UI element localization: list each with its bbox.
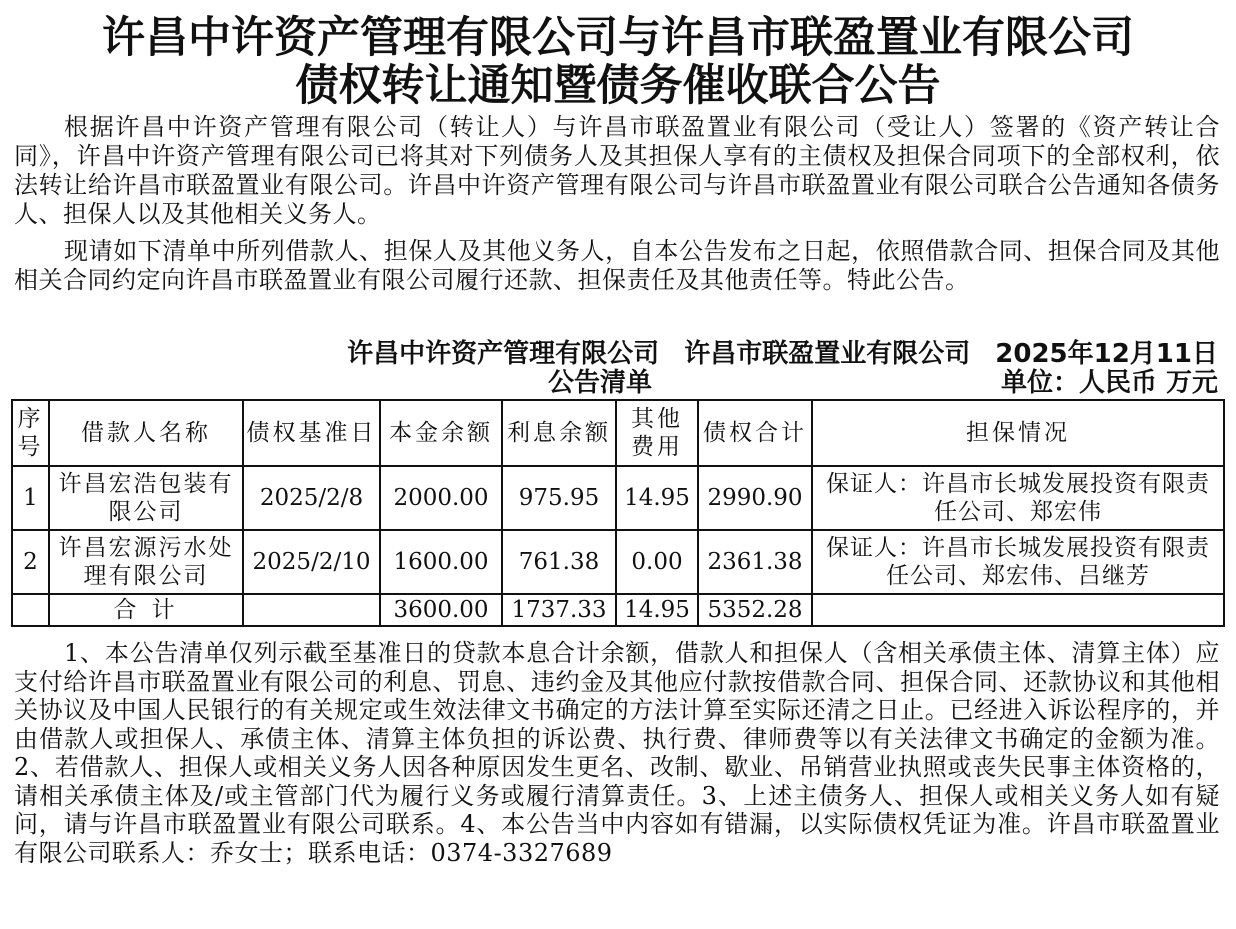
row-principal: 2000.00 xyxy=(380,466,502,530)
row-base-date: 2025/2/10 xyxy=(243,530,380,594)
row-base-date: 2025/2/8 xyxy=(243,466,380,530)
header-total: 债权合计 xyxy=(698,400,812,466)
table-row xyxy=(12,530,1224,594)
row-seq: 1 xyxy=(12,466,49,530)
total-guarantee-empty xyxy=(812,594,1224,626)
row-interest: 761.38 xyxy=(502,530,616,594)
body-paragraph-1: 根据许昌中许资产管理有限公司（转让人）与许昌市联盈置业有限公司（受让人）签署的《资产转让合同》，许昌中许资产管理有限公司已将其对下列债务人及其担保人享有的主债权及担保合同项下的全部权利，依法转让给许昌市联盈置业有限公司。许昌中许资产管理有限公司与许昌市联盈置业有限公司联合公告通知各债务人、担保人以及其他相关义务人。 xyxy=(14,113,1220,228)
row-other-fees: 0.00 xyxy=(616,530,698,594)
unit-label: 单位：人民币 万元 xyxy=(1000,368,1218,398)
body-paragraph-2: 现请如下清单中所列借款人、担保人及其他义务人，自本公告发布之日起，依照借款合同、担保合同及其他相关合同约定向许昌市联盈置业有限公司履行还款、担保责任及其他责任等。特此公告。 xyxy=(14,237,1220,294)
signature-date: 2025年12月11日 xyxy=(995,339,1218,369)
row-total: 2361.38 xyxy=(698,530,812,594)
total-total: 5352.28 xyxy=(698,594,812,626)
row-borrower: 许昌宏浩包装有限公司 xyxy=(49,466,243,530)
row-guarantee: 保证人：许昌市长城发展投资有限责任公司、郑宏伟 xyxy=(812,466,1224,530)
row-guarantee: 保证人：许昌市长城发展投资有限责任公司、郑宏伟、吕继芳 xyxy=(812,530,1224,594)
row-borrower: 许昌宏源污水处理有限公司 xyxy=(49,530,243,594)
row-seq: 2 xyxy=(12,530,49,594)
total-base-date-empty xyxy=(243,594,380,626)
header-interest: 利息余额 xyxy=(502,400,616,466)
row-principal: 1600.00 xyxy=(380,530,502,594)
title-line-2: 债权转让通知暨债务催收联合公告 xyxy=(295,61,941,111)
debt-table xyxy=(11,399,1225,627)
total-interest: 1737.33 xyxy=(502,594,616,626)
list-title: 公告清单 xyxy=(548,368,653,398)
row-interest: 975.95 xyxy=(502,466,616,530)
header-guarantee: 担保情况 xyxy=(812,400,1224,466)
header-seq: 序号 xyxy=(12,400,49,466)
total-label: 合 计 xyxy=(49,594,243,626)
header-base-date: 债权基准日 xyxy=(243,400,380,466)
table-header-row xyxy=(12,400,1224,466)
signature-company-2: 许昌市联盈置业有限公司 xyxy=(684,339,971,369)
signature-company-1: 许昌中许资产管理有限公司 xyxy=(347,339,660,369)
header-borrower: 借款人名称 xyxy=(49,400,243,466)
total-other-fees: 14.95 xyxy=(616,594,698,626)
notes-paragraph: 1、本公告清单仅列示截至基准日的贷款本息合计余额，借款人和担保人（含相关承债主体、清算主体）应支付给许昌市联盈置业有限公司的利息、罚息、违约金及其他应付款按借款合同、担保合同、还款协议和其他相关协议及中国人民银行的有关规定或生效法律文书确定的方法计算至实际还清之日止。已经进入诉讼程序的，并由借款人或担保人、承债主体、清算主体负担的诉讼费、执行费、律师费等以有关法律文书确定的金额为准。2、若借款人、担保人或相关义务人因各种原因发生更名、改制、歇业、吊销营业执照或丧失民事主体资格的，请相关承债主体及/或主管部门代为履行义务或履行清算责任。3、上述主债务人、担保人或相关义务人如有疑问，请与许昌市联盈置业有限公司联系。4、本公告当中内容如有错漏，以实际债权凭证为准。许昌市联盈置业有限公司联系人：乔女士；联系电话：0374-3327689 xyxy=(14,639,1220,867)
row-other-fees: 14.95 xyxy=(616,466,698,530)
header-other-fees: 其他费用 xyxy=(616,400,698,466)
total-seq-empty xyxy=(12,594,49,626)
row-total: 2990.90 xyxy=(698,466,812,530)
table-row xyxy=(12,466,1224,530)
title-line-1: 许昌中许资产管理有限公司与许昌市联盈置业有限公司 xyxy=(102,13,1134,63)
header-principal: 本金余额 xyxy=(380,400,502,466)
total-principal: 3600.00 xyxy=(380,594,502,626)
table-total-row xyxy=(12,594,1224,626)
